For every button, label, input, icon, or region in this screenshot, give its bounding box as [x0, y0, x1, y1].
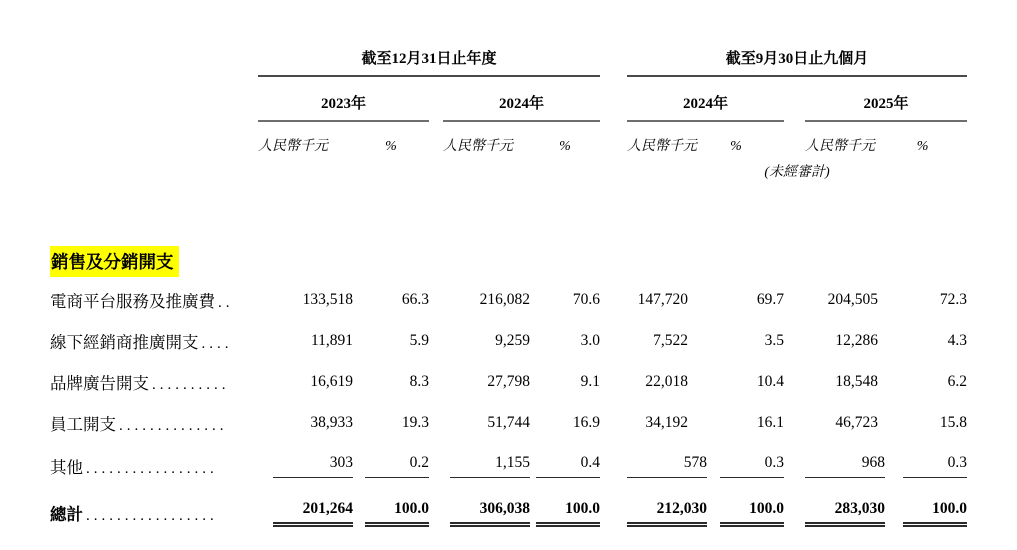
percent-cell: 66.3 [401, 290, 429, 308]
expense-row-brand-advertising [50, 361, 967, 402]
year-2024-nine-months: 2024年 [627, 76, 784, 121]
column-gap [429, 76, 443, 121]
column-gap [600, 76, 627, 121]
expense-row-offline-distributor [50, 320, 967, 361]
unaudited-note-row [50, 157, 967, 187]
section-title-highlighted: 銷售及分銷開支 [50, 246, 179, 277]
period-group-nine-months: 截至9月30日止九個月 [627, 30, 967, 76]
percent-cell: 16.9 [572, 413, 601, 431]
section-header [50, 243, 967, 279]
amount-cell: 16,619 [310, 372, 353, 390]
percent-cell: 6.2 [947, 372, 968, 390]
spacer [50, 121, 258, 157]
percent-cell: 69.7 [756, 290, 785, 308]
amount-cell: 51,744 [487, 413, 530, 431]
column-gap [784, 320, 805, 361]
unit-header-row [50, 121, 967, 157]
column-gap [600, 157, 627, 187]
percent-cell: 16.1 [756, 413, 785, 431]
unit-label: 人民幣千元 [805, 139, 876, 154]
year-2023: 2023年 [258, 76, 429, 121]
spacer [50, 187, 967, 243]
unit-label: 人民幣千元 [443, 139, 513, 154]
column-gap [784, 121, 805, 157]
leader-dots: ................. [86, 508, 218, 524]
column-gap [784, 402, 805, 443]
column-gap [600, 402, 627, 443]
column-gap [429, 489, 443, 537]
spacer [258, 157, 600, 187]
spacer [50, 30, 258, 76]
unit-label: 人民幣千元 [627, 139, 698, 154]
row-label-total: 總計 ................. [50, 505, 218, 524]
percent-cell: 0.3 [878, 443, 967, 489]
column-gap [784, 443, 805, 489]
total-amount-cell: 283,030 [805, 489, 878, 537]
column-gap [429, 279, 443, 320]
percent-cell: 70.6 [572, 290, 601, 308]
total-percent-cell: 100.0 [530, 489, 600, 537]
year-2024: 2024年 [443, 76, 600, 121]
amount-cell: 12,286 [835, 331, 879, 349]
amount-cell: 9,259 [495, 331, 530, 349]
expense-row-ecommerce-platform [50, 279, 967, 320]
amount-cell: 11,891 [310, 331, 353, 349]
column-gap [600, 30, 627, 76]
total-percent-cell: 100.0 [878, 489, 967, 537]
column-gap [429, 320, 443, 361]
amount-cell: 1,155 [443, 443, 530, 489]
column-gap [429, 443, 443, 489]
amount-cell: 147,720 [637, 290, 689, 308]
leader-dots: .......... [152, 376, 230, 393]
period-group-annual: 截至12月31日止年度 [258, 30, 600, 76]
spacer [50, 157, 258, 187]
column-gap [600, 320, 627, 361]
row-label: 員工開支 .............. [50, 414, 228, 434]
percent-cell: 4.3 [947, 331, 968, 349]
section-header-row [50, 243, 967, 279]
year-2025-nine-months: 2025年 [805, 76, 967, 121]
amount-cell: 38,933 [310, 413, 353, 431]
selling-distribution-expenses-table [50, 30, 967, 537]
total-amount-cell: 201,264 [258, 489, 353, 537]
column-gap [429, 402, 443, 443]
percent-cell: 3.0 [580, 331, 601, 349]
percent-label: % [559, 139, 571, 154]
amount-cell: 303 [258, 443, 353, 489]
amount-cell: 968 [805, 443, 878, 489]
unaudited-note: (未經審計) [764, 165, 830, 180]
amount-cell: 27,798 [487, 372, 530, 390]
column-gap [784, 279, 805, 320]
amount-cell: 22,018 [645, 372, 689, 390]
percent-cell: 10.4 [756, 372, 785, 390]
row-label: 線下經銷商推廣開支 .... [50, 332, 233, 352]
percent-cell: 9.1 [580, 372, 601, 390]
percent-label: % [385, 139, 397, 154]
percent-cell: 15.8 [939, 413, 968, 431]
amount-cell: 133,518 [302, 290, 353, 308]
percent-cell: 72.3 [939, 290, 968, 308]
column-gap [600, 489, 627, 537]
column-gap [600, 443, 627, 489]
leader-dots: ................. [86, 461, 218, 477]
period-group-header-row [50, 30, 967, 76]
percent-cell: 19.3 [401, 413, 429, 431]
leader-dots: .............. [119, 417, 228, 434]
leader-dots: .. [218, 294, 234, 311]
unit-label: 人民幣千元 [258, 139, 328, 154]
column-gap [784, 76, 805, 121]
total-amount-cell: 306,038 [443, 489, 530, 537]
row-label: 品牌廣告開支 .......... [50, 373, 230, 393]
spacer-row [50, 187, 967, 243]
percent-cell: 0.2 [353, 443, 429, 489]
amount-cell: 18,548 [835, 372, 879, 390]
amount-cell: 46,723 [835, 413, 879, 431]
spacer [50, 76, 258, 121]
percent-cell: 3.5 [764, 331, 785, 349]
total-amount-cell: 212,030 [627, 489, 688, 537]
amount-cell: 34,192 [645, 413, 689, 431]
column-gap [600, 279, 627, 320]
leader-dots: .... [201, 335, 233, 352]
total-percent-cell: 100.0 [353, 489, 429, 537]
column-gap [600, 121, 627, 157]
expense-row-staff-costs [50, 402, 967, 443]
amount-cell: 204,505 [827, 290, 879, 308]
year-header-row [50, 76, 967, 121]
percent-cell: 0.4 [530, 443, 600, 489]
total-row [50, 489, 967, 537]
expense-row-others [50, 443, 967, 489]
amount-cell: 7,522 [653, 331, 689, 349]
percent-cell: 8.3 [409, 372, 429, 390]
column-gap [600, 361, 627, 402]
column-gap [784, 489, 805, 537]
row-label: 其他 ................. [50, 458, 218, 477]
percent-cell: 0.3 [688, 443, 784, 489]
row-label: 電商平台服務及推廣費 .. [50, 291, 234, 311]
amount-cell: 216,082 [479, 290, 530, 308]
percent-label: % [916, 139, 929, 154]
column-gap [429, 361, 443, 402]
percent-cell: 5.9 [409, 331, 429, 349]
column-gap [784, 361, 805, 402]
column-gap [429, 121, 443, 157]
total-percent-cell: 100.0 [688, 489, 784, 537]
amount-cell: 578 [627, 443, 688, 489]
percent-label: % [730, 139, 742, 154]
